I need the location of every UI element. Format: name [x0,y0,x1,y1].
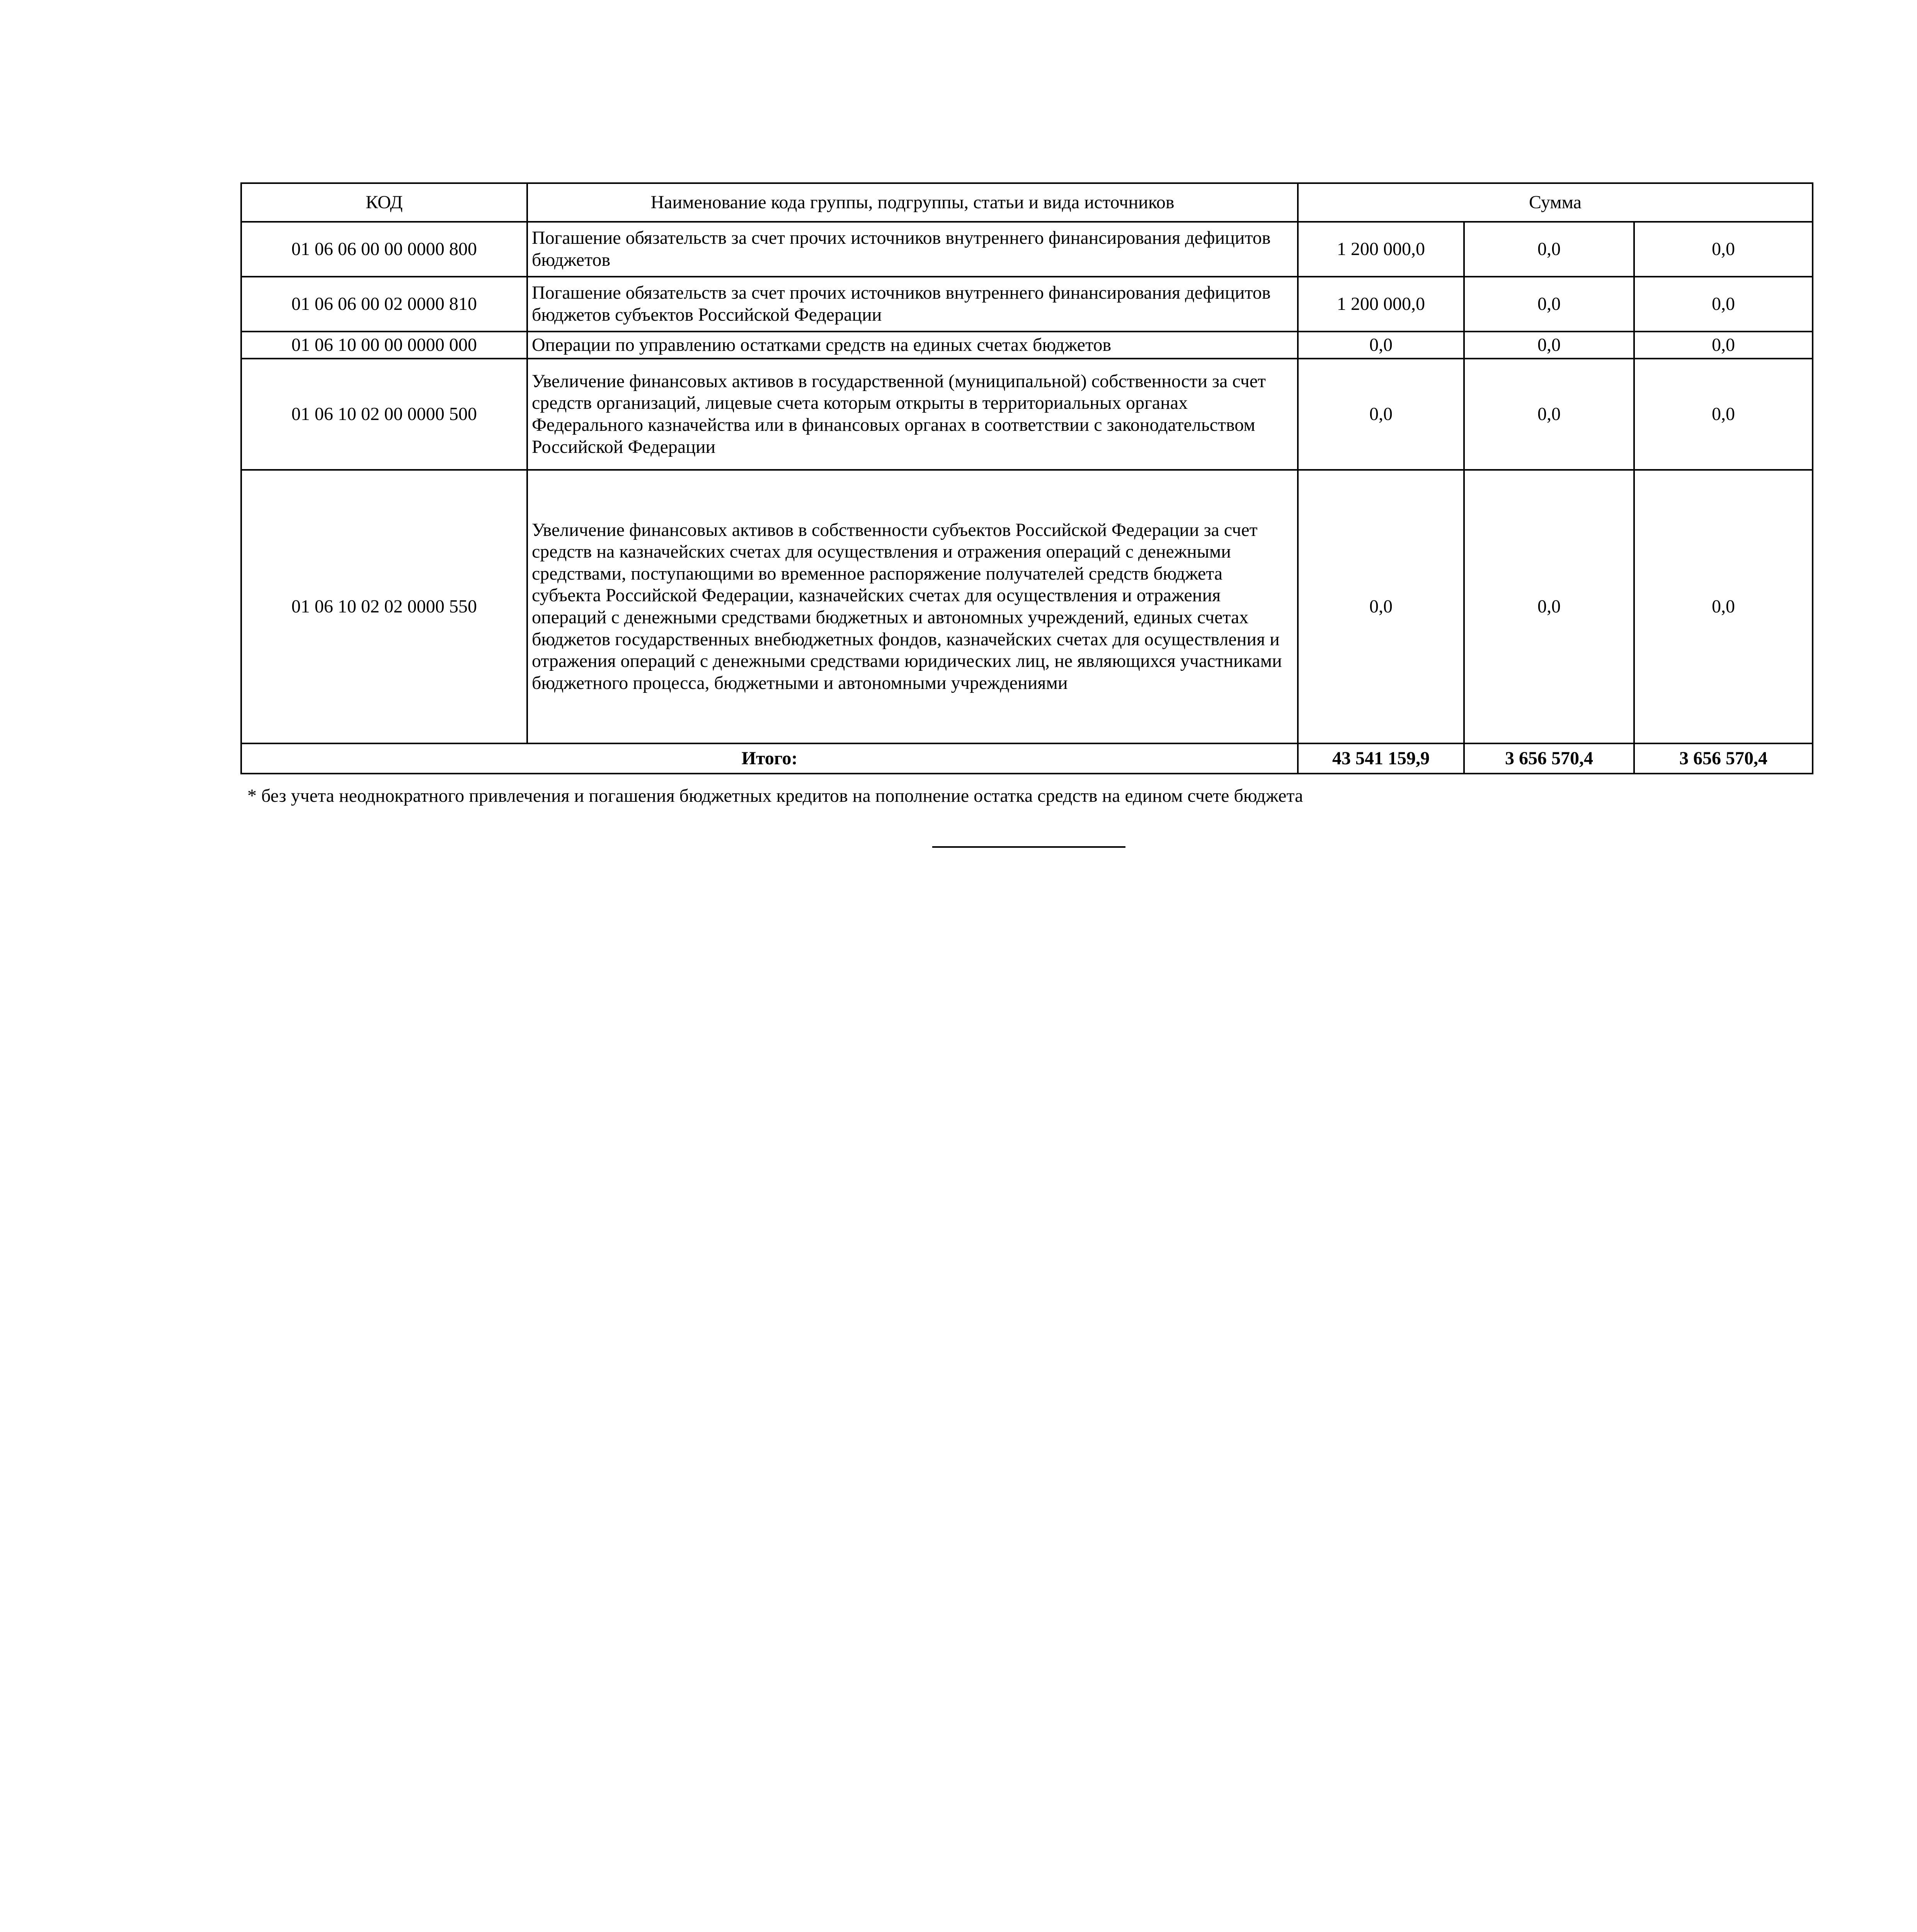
row-name: Погашение обязательств за счет прочих источников внутреннего финансирования дефицитов бюджетов субъектов Российской Федерации [527,277,1298,332]
table-row [241,222,1813,277]
row-value-1: 0,0 [1298,470,1464,743]
header-sum: Сумма [1298,183,1813,222]
table-total-row [241,743,1813,774]
row-value-1: 1 200 000,0 [1298,277,1464,332]
total-value-1: 43 541 159,9 [1298,743,1464,774]
row-value-2: 0,0 [1464,277,1634,332]
row-name: Погашение обязательств за счет прочих источников внутреннего финансирования дефицитов бюджетов [527,222,1298,277]
row-code: 01 06 10 00 00 0000 000 [241,332,527,359]
row-code: 01 06 10 02 00 0000 500 [241,359,527,470]
table-header-row [241,183,1813,222]
row-value-2: 0,0 [1464,332,1634,359]
row-name: Увеличение финансовых активов в государственной (муниципальной) собственности за счет средств организаций, лицевые счета которым открыты в территориальных органах Федерального казначейства или в финансовых органах в соответствии с законодательством Российской Федерации [527,359,1298,470]
table-row [241,359,1813,470]
header-code: КОД [241,183,527,222]
table-row [241,470,1813,743]
total-value-2: 3 656 570,4 [1464,743,1634,774]
table-row [241,277,1813,332]
row-value-3: 0,0 [1634,470,1813,743]
sources-table [240,182,1813,774]
row-value-2: 0,0 [1464,359,1634,470]
total-label: Итого: [241,743,1298,774]
row-value-3: 0,0 [1634,222,1813,277]
row-name: Операции по управлению остатками средств на единых счетах бюджетов [527,332,1298,359]
footnote: * без учета неоднократного привлечения и погашения бюджетных кредитов на пополнение остатка средств на едином счете бюджета [247,786,1303,806]
row-name: Увеличение финансовых активов в собственности субъектов Российской Федерации за счет средств на казначейских счетах для осуществления и отражения операций с денежными средствами, поступающими во временное распоряжение получателей средств бюджета субъекта Российской Федерации, казначейских счетах для осуществления и отражения операций с денежными средствами бюджетных и автономных учреждений, единых счетах бюджетов государственных внебюджетных фондов, казначейских счетах для осуществления и отражения операций с денежными средствами юридических лиц, не являющихся участниками бюджетного процесса, бюджетными и автономными учреждениями [527,470,1298,743]
row-code: 01 06 10 02 02 0000 550 [241,470,527,743]
table-row [241,332,1813,359]
row-value-3: 0,0 [1634,277,1813,332]
row-code: 01 06 06 00 02 0000 810 [241,277,527,332]
row-value-1: 0,0 [1298,332,1464,359]
row-value-2: 0,0 [1464,222,1634,277]
row-value-1: 1 200 000,0 [1298,222,1464,277]
row-value-3: 0,0 [1634,332,1813,359]
separator-line [932,846,1125,848]
row-value-1: 0,0 [1298,359,1464,470]
total-value-3: 3 656 570,4 [1634,743,1813,774]
row-value-3: 0,0 [1634,359,1813,470]
row-value-2: 0,0 [1464,470,1634,743]
header-name: Наименование кода группы, подгруппы, статьи и вида источников [527,183,1298,222]
row-code: 01 06 06 00 00 0000 800 [241,222,527,277]
